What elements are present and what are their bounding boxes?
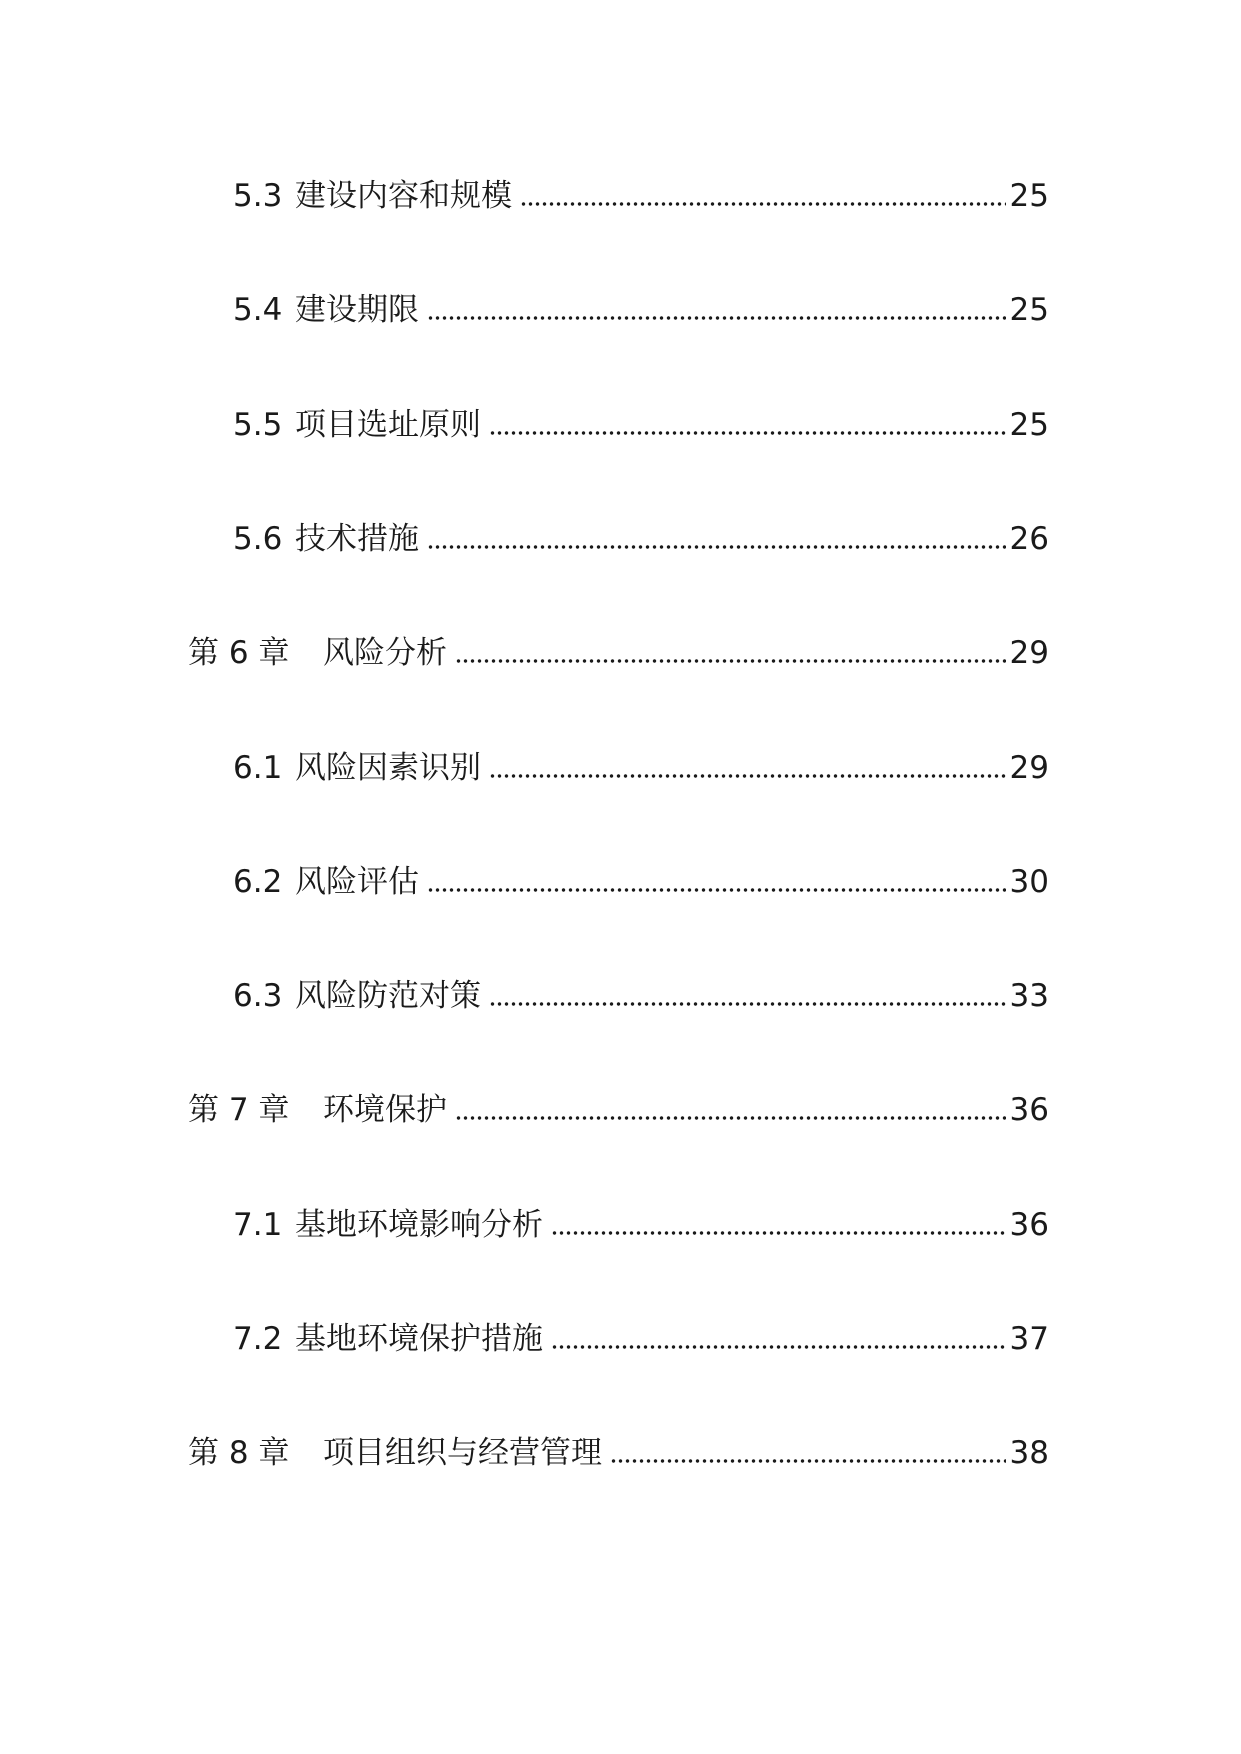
toc-entry-page: 36	[1009, 1092, 1049, 1128]
dot-leader	[551, 1228, 1006, 1238]
toc-entry-page: 37	[1009, 1321, 1049, 1357]
dot-leader	[610, 1456, 1006, 1466]
toc-entry-title: 风险评估	[295, 864, 419, 900]
toc-entry-title: 基地环境保护措施	[295, 1321, 543, 1357]
toc-entry-page: 29	[1009, 635, 1049, 671]
toc-entry-page: 29	[1009, 750, 1049, 786]
dot-leader	[427, 885, 1006, 895]
toc-entry-5-5[interactable]	[233, 403, 1049, 447]
toc-entry-title: 风险因素识别	[295, 750, 481, 786]
dot-leader	[489, 999, 1006, 1009]
toc-entry-title: 风险防范对策	[295, 978, 481, 1014]
dot-leader	[489, 771, 1006, 781]
toc-entry-7-2[interactable]	[233, 1317, 1049, 1361]
toc-entry-6-1[interactable]	[233, 746, 1049, 790]
toc-entry-page: 26	[1009, 521, 1049, 557]
toc-entry-title: 基地环境影响分析	[295, 1207, 543, 1243]
toc-entry-5-4[interactable]	[233, 288, 1049, 332]
dot-leader	[427, 542, 1006, 552]
toc-entry-page: 25	[1009, 178, 1049, 214]
toc-entry-number: 7.1	[233, 1207, 283, 1243]
toc-entry-number: 第 8 章	[188, 1435, 290, 1471]
toc-entry-chapter-8[interactable]	[188, 1431, 1049, 1475]
dot-leader	[489, 428, 1006, 438]
dot-leader	[520, 199, 1006, 209]
toc-entry-page: 25	[1009, 292, 1049, 328]
toc-entry-title: 建设期限	[295, 292, 419, 328]
toc-entry-number: 第 6 章	[188, 635, 290, 671]
toc-entry-number: 6.2	[233, 864, 283, 900]
toc-entry-page: 38	[1009, 1435, 1049, 1471]
toc-entry-page: 25	[1009, 407, 1049, 443]
toc-entry-page: 36	[1009, 1207, 1049, 1243]
dot-leader	[455, 1113, 1006, 1123]
toc-entry-number: 5.3	[233, 178, 283, 214]
dot-leader	[427, 313, 1006, 323]
toc-entry-title: 技术措施	[295, 521, 419, 557]
toc-entry-chapter-6[interactable]	[188, 631, 1049, 675]
toc-entry-number: 第 7 章	[188, 1092, 290, 1128]
toc-entry-number: 6.3	[233, 978, 283, 1014]
toc-entry-page: 33	[1009, 978, 1049, 1014]
toc-entry-number: 7.2	[233, 1321, 283, 1357]
toc-entry-number: 5.5	[233, 407, 283, 443]
toc-entry-5-3[interactable]	[233, 174, 1049, 218]
toc-entry-5-6[interactable]	[233, 517, 1049, 561]
dot-leader	[551, 1342, 1006, 1352]
dot-leader	[455, 656, 1006, 666]
toc-entry-title: 风险分析	[323, 635, 447, 671]
toc-entry-title: 环境保护	[323, 1092, 447, 1128]
toc-entry-number: 5.6	[233, 521, 283, 557]
toc-entry-number: 5.4	[233, 292, 283, 328]
toc-entry-page: 30	[1009, 864, 1049, 900]
toc-entry-number: 6.1	[233, 750, 283, 786]
toc-entry-6-2[interactable]	[233, 860, 1049, 904]
toc-entry-title: 项目组织与经营管理	[323, 1435, 602, 1471]
toc-entry-title: 项目选址原则	[295, 407, 481, 443]
toc-entry-chapter-7[interactable]	[188, 1088, 1049, 1132]
toc-entry-7-1[interactable]	[233, 1203, 1049, 1247]
toc-entry-title: 建设内容和规模	[295, 178, 512, 214]
toc-entry-6-3[interactable]	[233, 974, 1049, 1018]
